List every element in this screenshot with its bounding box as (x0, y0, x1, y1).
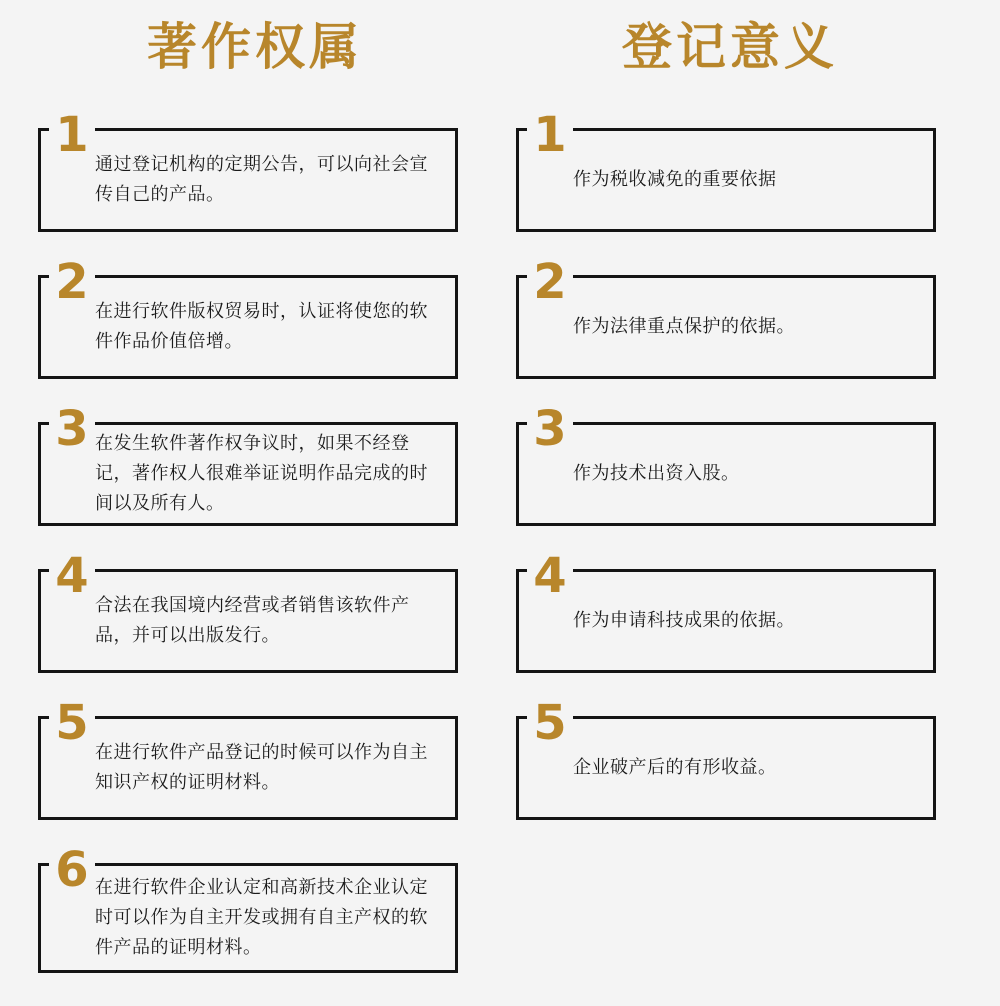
item-text: 作为法律重点保护的依据。 (573, 316, 795, 337)
item-text: 作为税收减免的重要依据 (573, 169, 777, 190)
ownership-item-3 (38, 401, 458, 526)
significance-item-1 (516, 107, 936, 232)
significance-item-2 (516, 254, 936, 379)
significance-item-5 (516, 695, 936, 820)
ownership-item-1 (38, 107, 458, 232)
item-number: 5 (527, 697, 573, 749)
right-column-title: 登记意义 (622, 18, 838, 76)
item-number: 4 (49, 550, 95, 602)
item-number: 3 (527, 403, 573, 455)
item-text: 合法在我国境内经营或者销售该软件产品，并可以出版发行。 (95, 595, 410, 646)
ownership-item-2 (38, 254, 458, 379)
item-text: 作为技术出资入股。 (573, 463, 740, 484)
significance-item-3 (516, 401, 936, 526)
item-text: 在进行软件版权贸易时，认证将使您的软件作品价值倍增。 (95, 301, 428, 352)
item-text: 在进行软件产品登记的时候可以作为自主知识产权的证明材料。 (95, 742, 428, 793)
item-text: 在进行软件企业认定和高新技术企业认定时可以作为自主开发或拥有自主产权的软件产品的证明材料。 (95, 877, 428, 958)
item-number: 4 (527, 550, 573, 602)
item-number: 5 (49, 697, 95, 749)
item-number: 2 (527, 256, 573, 308)
ownership-item-5 (38, 695, 458, 820)
significance-item-4 (516, 548, 936, 673)
ownership-item-6 (38, 842, 458, 973)
ownership-item-4 (38, 548, 458, 673)
item-number: 6 (49, 844, 95, 896)
left-column-title: 著作权属 (147, 18, 363, 76)
item-number: 1 (49, 109, 95, 161)
item-number: 1 (527, 109, 573, 161)
item-text: 作为申请科技成果的依据。 (573, 610, 795, 631)
item-text: 在发生软件著作权争议时，如果不经登记，著作权人很难举证说明作品完成的时间以及所有人。 (95, 433, 428, 514)
item-number: 2 (49, 256, 95, 308)
item-text: 企业破产后的有形收益。 (573, 757, 777, 778)
item-text: 通过登记机构的定期公告，可以向社会宣传自己的产品。 (95, 154, 428, 205)
item-number: 3 (49, 403, 95, 455)
